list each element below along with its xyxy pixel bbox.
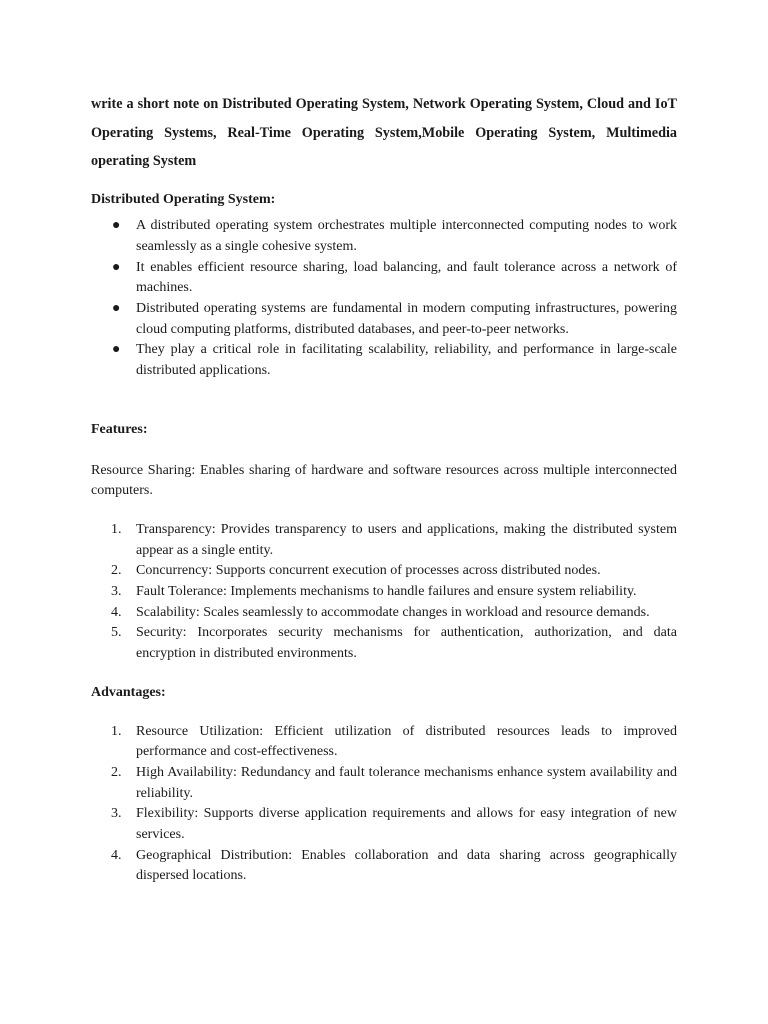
list-item-text: Concurrency: Supports concurrent execution of processes across distributed nodes. bbox=[136, 563, 601, 579]
list-item bbox=[91, 340, 677, 381]
list-item-text: They play a critical role in facilitating scalability, reliability, and performance in large-scale distributed applications. bbox=[136, 342, 677, 379]
list-item bbox=[91, 846, 677, 887]
list-item-text: A distributed operating system orchestrates multiple interconnected computing nodes to work seamlessly as a single cohesive system. bbox=[136, 218, 677, 254]
list-number: 4. bbox=[111, 604, 122, 620]
list-item bbox=[91, 603, 677, 624]
list-item bbox=[91, 804, 677, 845]
bullet-icon: ● bbox=[112, 301, 121, 317]
list-number: 2. bbox=[111, 563, 122, 579]
list-item-text: Geographical Distribution: Enables collaboration and data sharing across geographically dispersed locations. bbox=[136, 847, 677, 884]
list-item-text: Flexibility: Supports diverse application requirements and allows for easy integration of new services. bbox=[136, 806, 677, 843]
list-item-text: Distributed operating systems are fundamental in modern computing infrastructures, powering cloud computing platforms, distributed databases, and peer-to-peer networks. bbox=[136, 301, 677, 337]
distributed-os-heading: Distributed Operating System: bbox=[91, 191, 276, 207]
features-intro: Resource Sharing: Enables sharing of hardware and software resources across multiple interconnected computers. bbox=[91, 462, 677, 499]
bullet-icon: ● bbox=[112, 259, 121, 275]
list-item-text: Scalability: Scales seamlessly to accommodate changes in workload and resource demands. bbox=[136, 604, 650, 620]
list-item-text: High Availability: Redundancy and fault tolerance mechanisms enhance system availability and reliability. bbox=[136, 764, 677, 801]
list-item bbox=[91, 763, 677, 804]
list-item bbox=[91, 561, 677, 582]
list-number: 1. bbox=[111, 521, 122, 537]
distributed-os-bullet-list bbox=[91, 216, 677, 382]
list-number: 3. bbox=[111, 584, 122, 600]
list-item bbox=[91, 623, 677, 664]
list-item bbox=[91, 582, 677, 603]
bullet-icon: ● bbox=[112, 342, 121, 358]
list-item-text: Fault Tolerance: Implements mechanisms to handle failures and ensure system reliability. bbox=[136, 584, 637, 600]
list-item bbox=[91, 520, 677, 561]
list-number: 5. bbox=[111, 625, 122, 641]
advantages-heading: Advantages: bbox=[91, 684, 166, 700]
list-number: 2. bbox=[111, 764, 122, 780]
list-item-text: It enables efficient resource sharing, load balancing, and fault tolerance across a network of machines. bbox=[136, 259, 677, 296]
advantages-list bbox=[91, 722, 677, 888]
list-item bbox=[91, 722, 677, 763]
list-item-text: Security: Incorporates security mechanisms for authentication, authorization, and data encryption in distributed environments. bbox=[136, 625, 677, 662]
list-item bbox=[91, 299, 677, 340]
bullet-icon: ● bbox=[112, 218, 121, 234]
list-item bbox=[91, 258, 677, 299]
list-item-text: Transparency: Provides transparency to users and applications, making the distributed system appear as a single entity. bbox=[136, 521, 677, 558]
list-number: 3. bbox=[111, 806, 122, 822]
list-item-text: Resource Utilization: Efficient utilization of distributed resources leads to improved performance and cost-effectiveness. bbox=[136, 723, 677, 760]
page-title: write a short note on Distributed Operating System, Network Operating System, Cloud and IoT Operating Systems, Real-Time Operating System,Mobile Operating System, Multimedia operating System bbox=[91, 96, 677, 169]
list-item bbox=[91, 216, 677, 257]
document-body bbox=[91, 90, 677, 887]
list-number: 4. bbox=[111, 847, 122, 863]
list-number: 1. bbox=[111, 723, 122, 739]
features-list bbox=[91, 520, 677, 665]
features-heading: Features: bbox=[91, 421, 148, 437]
